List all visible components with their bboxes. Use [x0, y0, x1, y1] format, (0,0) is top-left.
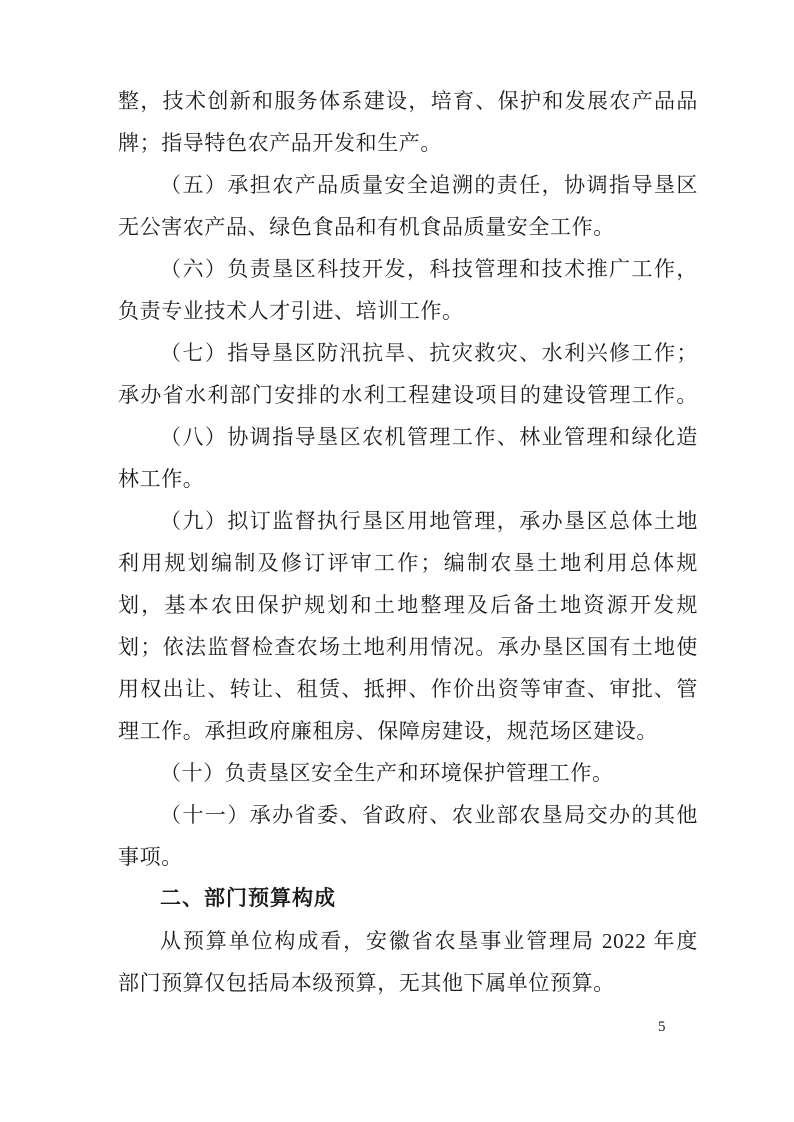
- text-line: （五）承担农产品质量安全追溯的责任，协调指导垦区: [160, 173, 698, 197]
- text-line: （七）指导垦区防汛抗旱、抗灾救灾、水利兴修工作；: [160, 341, 698, 365]
- text-line: （八）协调指导垦区农机管理工作、林业管理和绿化造: [160, 425, 698, 449]
- text-line: 用权出让、转让、租赁、抵押、作价出资等审查、审批、管: [118, 677, 698, 701]
- text-line: 部门预算仅包括局本级预算，无其他下属单位预算。: [118, 971, 615, 995]
- text-line: （十）负责垦区安全生产和环境保护管理工作。: [160, 761, 614, 785]
- section-heading: 二、部门预算构成: [160, 887, 336, 910]
- document-body: [118, 80, 698, 1004]
- text-line: 林工作。: [118, 467, 205, 491]
- text-line: 承办省水利部门安排的水利工程建设项目的建设管理工作。: [118, 383, 698, 407]
- text-line: （九）拟订监督执行垦区用地管理，承办垦区总体土地: [160, 509, 698, 533]
- text-line: （六）负责垦区科技开发，科技管理和技术推广工作，: [160, 257, 698, 281]
- text-line: 理工作。承担政府廉租房、保障房建设，规范场区建设。: [118, 719, 658, 743]
- text-line: 负责专业技术人才引进、培训工作。: [118, 299, 464, 323]
- text-line: 无公害农产品、绿色食品和有机食品质量安全工作。: [118, 215, 615, 239]
- text-line: 划；依法监督检查农场土地利用情况。承办垦区国有土地使: [118, 635, 698, 659]
- text-line: 利用规划编制及修订评审工作；编制农垦土地利用总体规: [118, 551, 698, 575]
- text-line: 牌；指导特色农产品开发和生产。: [118, 131, 442, 155]
- text-line: 事项。: [118, 845, 183, 869]
- text-line: 整，技术创新和服务体系建设，培育、保护和发展农产品品: [118, 89, 698, 113]
- text-line: 划，基本农田保护规划和土地整理及后备土地资源开发规: [118, 593, 698, 617]
- text-line: （十一）承办省委、省政府、农业部农垦局交办的其他: [160, 803, 698, 827]
- page-number: 5: [658, 1019, 666, 1035]
- text-line: 从预算单位构成看，安徽省农垦事业管理局 2022 年度: [160, 929, 698, 953]
